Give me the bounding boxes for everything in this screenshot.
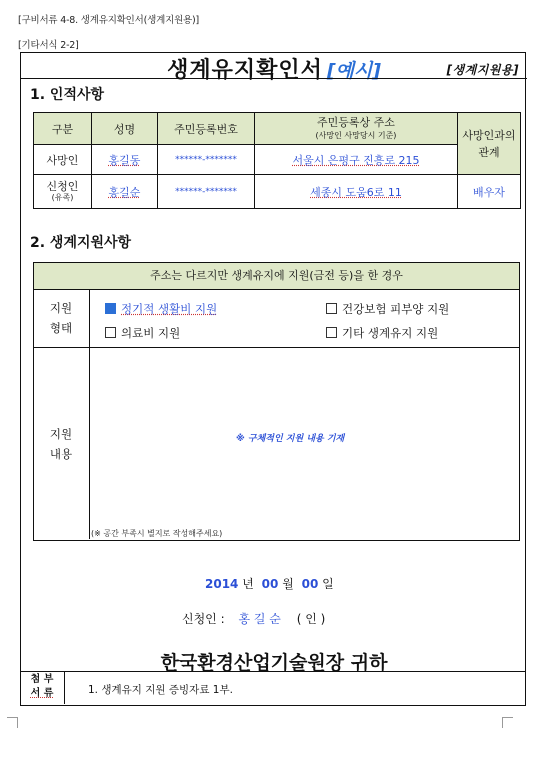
addressee: 한국환경산업기술원장 귀하 xyxy=(160,652,388,674)
purpose-tag: [생계지원용] xyxy=(446,63,519,77)
corner-mark-left xyxy=(7,717,18,728)
checkbox-icon[interactable] xyxy=(105,327,116,338)
attach-label xyxy=(20,673,64,701)
support-content-label-1: 지원 xyxy=(49,427,73,441)
row2-category xyxy=(34,175,92,209)
table-row xyxy=(34,175,521,209)
option-regular-living-label: 정기적 생활비 지원 xyxy=(121,302,218,316)
checkbox-icon[interactable] xyxy=(326,327,337,338)
support-content-note: ※ 구체적인 지원 내용 기재 xyxy=(236,434,345,444)
label-column-divider xyxy=(89,289,90,539)
date-year: 2014 xyxy=(205,577,239,591)
applicant-name: 홍 길 순 xyxy=(238,612,281,626)
header-address xyxy=(255,113,458,145)
support-content-label xyxy=(33,424,89,464)
support-type-label xyxy=(33,298,89,338)
row2-category-sub: (유족) xyxy=(51,192,74,202)
header-rrn: 주민등록번호 xyxy=(158,113,255,145)
row1-name xyxy=(92,145,158,175)
applicant-label: 신청인 : xyxy=(182,612,225,626)
row1-address-value: 서울시 은평구 진흥로 215 xyxy=(292,153,420,167)
section-2-heading: 2. 생계지원사항 xyxy=(30,235,132,251)
header-address-main: 주민등록상 주소 xyxy=(317,115,395,129)
date-month-unit: 월 xyxy=(282,577,294,591)
support-type-label-1: 지원 xyxy=(49,301,73,315)
row1-name-value: 홍길동 xyxy=(108,153,141,167)
support-band: 주소는 다르지만 생계유지에 지원(금전 등)을 한 경우 xyxy=(33,262,520,290)
space-note: (※ 공간 부족시 별지로 작성해주세요) xyxy=(91,529,223,538)
option-regular-living[interactable] xyxy=(105,301,217,317)
header-category: 구분 xyxy=(34,113,92,145)
row2-address xyxy=(255,175,458,209)
option-medical-label: 의료비 지원 xyxy=(121,326,181,340)
date-day: 00 xyxy=(301,577,319,591)
row1-category: 사망인 xyxy=(34,145,92,175)
header-address-sub: (사망인 사망당시 기준) xyxy=(315,130,397,140)
form-number: [기타서식 2-2] xyxy=(18,40,79,51)
applicant-line xyxy=(182,610,325,627)
date-year-unit: 년 xyxy=(242,577,254,591)
title-text: 생계유지확인서 xyxy=(167,58,323,83)
row1-address xyxy=(255,145,458,175)
attach-text: 1. 생계유지 지원 증빙자료 1부. xyxy=(88,684,233,696)
attach-label-2: 서 류 xyxy=(30,688,54,699)
option-other-label: 기타 생계유지 지원 xyxy=(342,326,439,340)
support-content-label-2: 내용 xyxy=(49,447,73,461)
row2-rrn: ******-******* xyxy=(158,175,255,209)
support-type-label-2: 형태 xyxy=(49,321,73,335)
row-divider xyxy=(33,347,519,348)
option-medical[interactable] xyxy=(105,325,180,341)
date-day-unit: 일 xyxy=(322,577,334,591)
checkbox-icon[interactable] xyxy=(326,303,337,314)
row2-address-value: 세종시 도움6로 11 xyxy=(310,185,402,199)
header-relation-text: 사망인과의 관계 xyxy=(462,128,516,159)
personal-info-table xyxy=(33,112,521,209)
option-health-insurance-label: 건강보험 피부양 지원 xyxy=(342,302,450,316)
row1-rrn: ******-******* xyxy=(158,145,255,175)
table-row xyxy=(34,145,521,175)
title-divider xyxy=(20,78,527,79)
row2-category-main: 신청인 xyxy=(46,179,79,193)
attach-divider xyxy=(20,671,526,672)
row2-name xyxy=(92,175,158,209)
row2-relation: 배우자 xyxy=(458,175,521,209)
checkbox-checked-icon[interactable] xyxy=(105,303,116,314)
title-example: [예시] xyxy=(326,60,381,82)
attach-label-1: 첨 부 xyxy=(30,674,54,685)
document-header: [구비서류 4-8. 생계유지확인서(생계지원용)] xyxy=(18,15,200,26)
header-name: 성명 xyxy=(92,113,158,145)
date-month: 00 xyxy=(261,577,279,591)
corner-mark-right xyxy=(502,717,513,728)
date-line xyxy=(205,575,334,592)
row2-name-value: 홍길순 xyxy=(108,185,141,199)
option-other[interactable] xyxy=(326,325,438,341)
seal-mark: ( 인 ) xyxy=(296,612,326,626)
header-relation xyxy=(458,113,521,175)
option-health-insurance[interactable] xyxy=(326,301,449,317)
section-1-heading: 1. 인적사항 xyxy=(30,87,105,103)
attach-column-divider xyxy=(64,671,65,704)
